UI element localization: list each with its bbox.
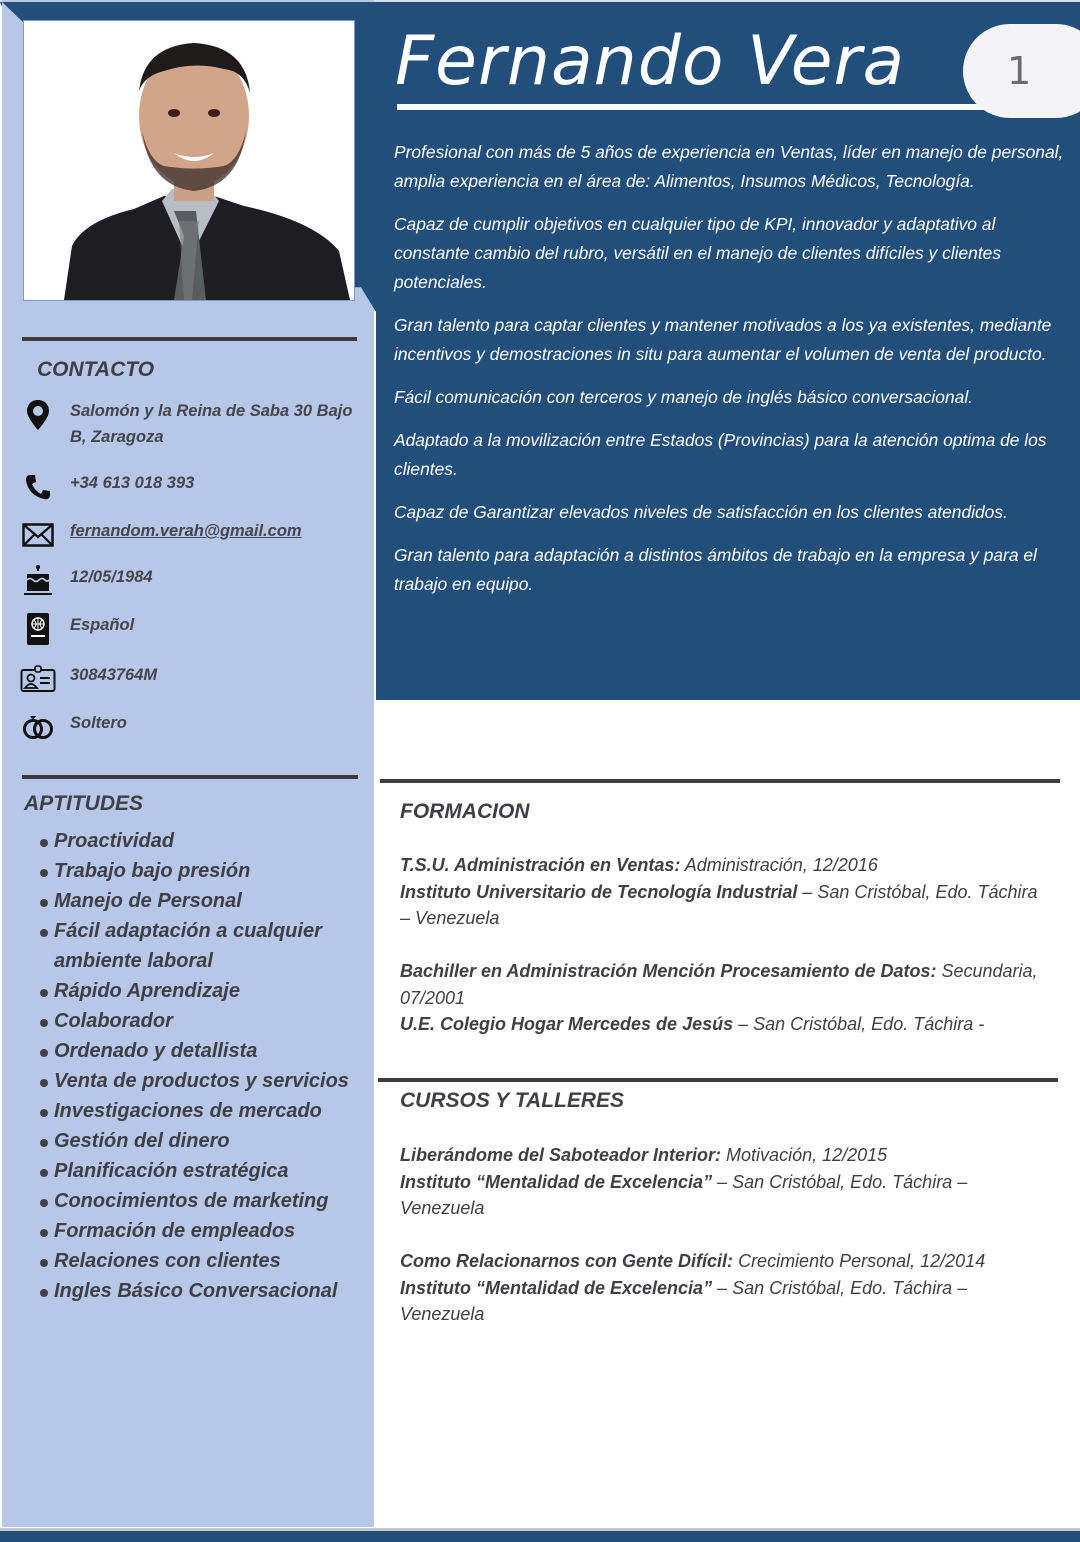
summary-paragraph: Capaz de Garantizar elevados niveles de satisfacción en los clientes atendidos. [394,502,1008,522]
list-item: Fácil adaptación a cualquier ambiente laboral [38,916,368,976]
contact-nationality [20,612,370,646]
divider [22,337,357,341]
course-entry [400,1142,1040,1222]
name-underline [397,104,997,110]
course-detail: Crecimiento Personal, 12/2014 [733,1251,986,1271]
formacion-title: FORMACION [400,800,530,823]
contact-marital-status [20,710,370,744]
page-bottom-bar [0,1528,1080,1542]
course-entry [400,1248,1040,1328]
summary-paragraph: Fácil comunicación con terceros y manejo de inglés básico conversacional. [394,387,974,407]
page-number-badge [963,24,1080,118]
list-item: Investigaciones de mercado [38,1096,368,1126]
institution: U.E. Colegio Hogar Mercedes de Jesús [400,1014,734,1034]
nationality-text: Español [70,616,135,634]
location: – San Cristóbal, Edo. Táchira – Venezuela [400,881,1038,928]
summary-paragraph: Profesional con más de 5 años de experiencia en Ventas, líder en manejo de personal, amplia experiencia en el área de: Alimentos, Insumos Médicos, Tecnología. [394,142,1064,191]
contact-email[interactable] [20,518,370,552]
photo-frame-bevel [2,2,24,302]
education-entry [400,852,1040,932]
envelope-icon [20,518,56,552]
contact-birthdate [20,564,370,598]
degree-title: Bachiller en Administración Mención Procesamiento de Datos: [400,961,937,981]
summary-paragraph: Capaz de cumplir objetivos en cualquier tipo de KPI, innovador y adaptativo al constante cambio del rubro, versátil en el manejo de clientes difíciles y clientes potenciales. [394,214,1002,292]
location-pin-icon [20,398,56,432]
page-number: 1 [1007,49,1032,93]
summary-paragraph: Gran talento para captar clientes y mantener motivados a los ya existentes, mediante incentivos y demostraciones in situ para aumentar el volumen de venta del producto. [394,315,1052,364]
phone-icon [20,470,56,504]
passport-icon [20,612,56,646]
list-item: Ingles Básico Conversacional [38,1276,368,1306]
aptitudes-list [38,826,368,1306]
degree-detail: Administración, 12/2016 [680,855,878,875]
course-title: Liberándome del Saboteador Interior: [400,1145,722,1165]
location: – San Cristóbal, Edo. Táchira – Venezuela [400,1171,968,1218]
list-item: Ordenado y detallista [38,1036,368,1066]
institution: Instituto “Mentalidad de Excelencia” [400,1171,713,1192]
summary-paragraph: Adaptado a la movilización entre Estados (Provincias) para la atención optima de los clientes. [394,430,1047,479]
list-item: Planificación estratégica [38,1156,368,1186]
phone-text: +34 613 018 393 [70,474,195,492]
id-number-text: 30843764M [70,666,158,684]
profile-summary [394,138,1066,613]
list-item: Relaciones con clientes [38,1246,368,1276]
address-text: Salomón y la Reina de Saba 30 Bajo B, Zaragoza [70,402,353,446]
email-link[interactable]: fernandom.verah@gmail.com [70,522,302,540]
id-card-icon [20,662,56,696]
profile-photo [23,20,355,301]
candidate-name: Fernando Vera [395,22,906,101]
degree-detail: Secundaria, 07/2001 [400,961,1038,1008]
aptitudes-title: APTITUDES [24,792,144,815]
degree-title: T.S.U. Administración en Ventas: [400,855,681,875]
institution: Instituto Universitario de Tecnología Industrial [400,881,798,902]
list-item: Formación de empleados [38,1216,368,1246]
course-detail: Motivación, 12/2015 [721,1145,888,1165]
contact-title: CONTACTO [37,358,155,381]
birthdate-text: 12/05/1984 [70,568,153,586]
contact-id [20,662,370,696]
list-item: Manejo de Personal [38,886,368,916]
person-portrait-icon [24,21,354,300]
list-item: Venta de productos y servicios [38,1066,368,1096]
contact-phone [20,470,370,504]
divider [380,779,1060,783]
birthday-cake-icon [20,564,56,598]
list-item: Trabajo bajo presión [38,856,368,886]
institution: Instituto “Mentalidad de Excelencia” [400,1277,713,1298]
list-item: Gestión del dinero [38,1126,368,1156]
contact-address [20,398,370,450]
course-title: Como Relacionarnos con Gente Difícil: [400,1251,734,1271]
divider [22,775,358,779]
location: – San Cristóbal, Edo. Táchira - [733,1014,985,1034]
wedding-rings-icon [20,710,56,744]
education-entry [400,958,1040,1042]
cursos-title: CURSOS Y TALLERES [400,1089,625,1112]
list-item: Rápido Aprendizaje [38,976,368,1006]
list-item: Colaborador [38,1006,368,1036]
summary-paragraph: Gran talento para adaptación a distintos ámbitos de trabajo en la empresa y para el trabajo en equipo. [394,545,1037,594]
list-item: Proactividad [38,826,368,856]
list-item: Conocimientos de marketing [38,1186,368,1216]
divider [378,1078,1058,1082]
location: – San Cristóbal, Edo. Táchira – Venezuela [400,1277,968,1324]
marital-status-text: Soltero [70,714,127,732]
